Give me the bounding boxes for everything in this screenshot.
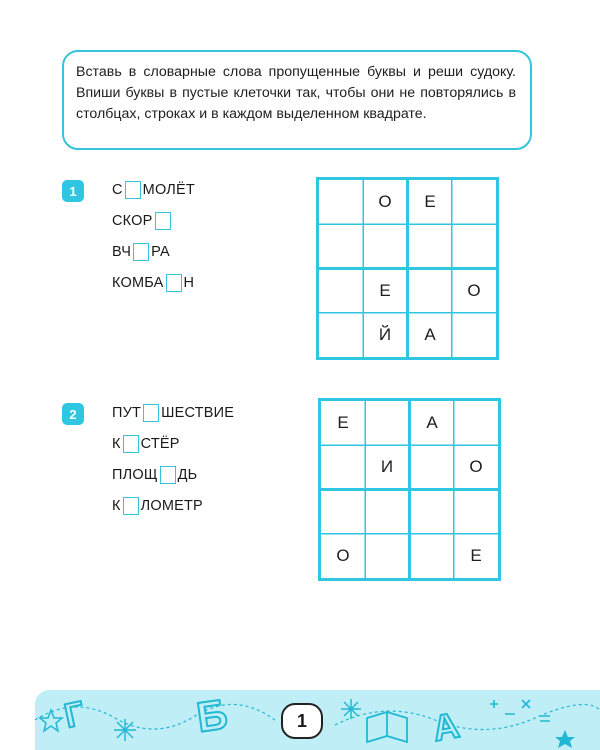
book-icon [367, 712, 407, 742]
sudoku-cell[interactable] [452, 224, 496, 268]
decor-letter-b: Б [193, 690, 231, 741]
sudoku-cell[interactable] [365, 534, 409, 578]
sudoku-cell[interactable] [454, 401, 498, 445]
sudoku-cell[interactable]: А [424, 325, 436, 344]
star-icon [555, 730, 575, 748]
decor-letter-a: А [429, 704, 463, 749]
word-part: ДЬ [177, 466, 198, 483]
sudoku-cell[interactable]: И [380, 457, 394, 476]
page-number: 1 [281, 703, 323, 739]
exercise-number-1: 1 [62, 180, 84, 202]
sudoku-grid-1 [316, 177, 499, 360]
sudoku-cell[interactable]: Е [379, 281, 391, 300]
word-row [112, 428, 234, 459]
word-row [112, 236, 195, 267]
sudoku-cell[interactable] [365, 490, 409, 534]
sudoku-cell[interactable] [365, 401, 409, 445]
word-part: ПУТ [112, 404, 142, 421]
sudoku-cell[interactable] [321, 490, 365, 534]
sudoku-cell[interactable]: О [467, 281, 481, 300]
sudoku-grid-2 [318, 398, 501, 581]
word-list-2 [112, 397, 234, 521]
word-part: КОМБА [112, 274, 164, 291]
letter-blank[interactable] [155, 212, 171, 230]
sudoku-cell[interactable] [410, 490, 454, 534]
word-row [112, 267, 195, 298]
word-row [112, 205, 195, 236]
word-part: ЛОМЕТР [140, 497, 203, 514]
word-part: Н [183, 274, 195, 291]
sudoku-cell[interactable]: О [469, 457, 483, 476]
decor-letter-g: Г [61, 694, 88, 736]
letter-blank[interactable] [123, 497, 139, 515]
sudoku-cell[interactable] [452, 313, 496, 357]
sudoku-cell[interactable] [319, 224, 363, 268]
word-part: ШЕСТВИЕ [161, 404, 235, 421]
sudoku-cell[interactable] [410, 445, 454, 489]
sudoku-cell[interactable]: Е [337, 413, 349, 432]
word-list-1 [112, 174, 195, 298]
word-part: С [112, 181, 123, 198]
sudoku-cell[interactable]: О [336, 546, 350, 565]
sudoku-cell[interactable] [408, 269, 452, 313]
letter-blank[interactable] [125, 181, 141, 199]
sudoku-cell[interactable] [319, 180, 363, 224]
letter-blank[interactable] [166, 274, 182, 292]
sudoku-cell[interactable] [454, 490, 498, 534]
sudoku-cell[interactable]: Й [378, 325, 392, 344]
star-icon [40, 710, 62, 731]
sudoku-cell[interactable]: А [426, 413, 438, 432]
letter-blank[interactable] [143, 404, 159, 422]
word-part: СКОР [112, 212, 153, 229]
instructions-text: Вставь в словарные слова пропущенные буквы и реши судоку. Впиши буквы в пустые клеточки так, чтобы они не повторялись в столбцах, строках и в каждом выделенном квадрате. [76, 64, 516, 122]
sudoku-cell[interactable] [408, 224, 452, 268]
sudoku-cell[interactable]: Е [470, 546, 482, 565]
sudoku-cell[interactable] [319, 269, 363, 313]
word-row [112, 490, 234, 521]
letter-blank[interactable] [160, 466, 176, 484]
letter-blank[interactable] [123, 435, 139, 453]
sudoku-cell[interactable] [321, 445, 365, 489]
sudoku-cell[interactable]: Е [424, 192, 436, 211]
word-part: ПЛОЩ [112, 466, 158, 483]
letter-blank[interactable] [133, 243, 149, 261]
sudoku-cell[interactable] [363, 224, 407, 268]
word-row [112, 459, 234, 490]
word-part: К [112, 497, 121, 514]
snowflake-icon [341, 699, 361, 719]
word-row [112, 174, 195, 205]
snowflake-icon [114, 719, 136, 741]
word-row [112, 397, 234, 428]
instructions-box [62, 50, 532, 150]
sudoku-cell[interactable] [452, 180, 496, 224]
word-part: ВЧ [112, 243, 132, 260]
exercise-number-2: 2 [62, 403, 84, 425]
math-symbols-icon [490, 700, 550, 721]
sudoku-cell[interactable] [410, 534, 454, 578]
word-part: РА [151, 243, 170, 260]
word-part: К [112, 435, 121, 452]
sudoku-cell[interactable] [319, 313, 363, 357]
word-part: СТЁР [140, 435, 180, 452]
sudoku-cell[interactable]: О [378, 192, 392, 211]
word-part: МОЛЁТ [142, 181, 195, 198]
